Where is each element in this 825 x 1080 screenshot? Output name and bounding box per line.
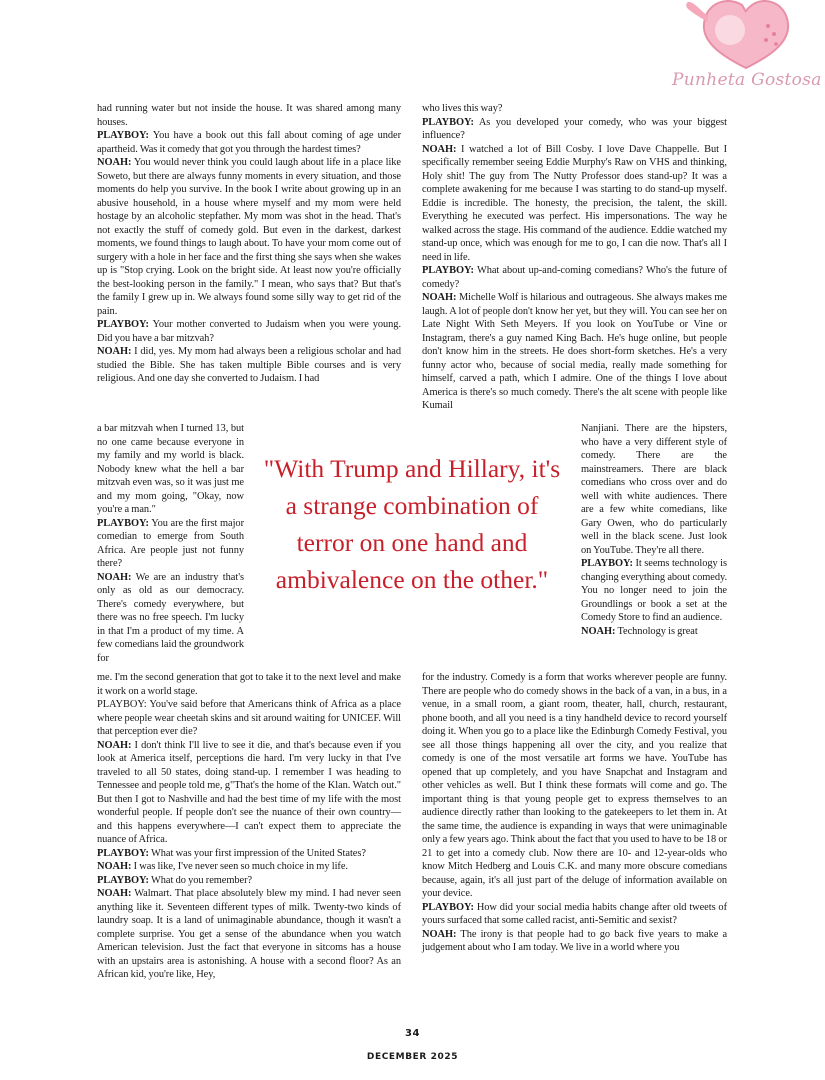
paragraph: for the industry. Comedy is a form that works wherever people are funny. There are people who do comedy shows in the back of a van, in a bus, in a venue, in a small room, a giant room, theater, hall, church, restaurant, phone booth, and all you need is a tiny handheld device to record yourself doing it. When you go to a place like the Edinburgh Comedy Festival, you see all those things happening all over the city, and you realize that comedy is one of the most versatile art forms we have. YouTube has opened that up completely, and you have Snapchat and Instagram and other vehicles as well. But I think these formats will come and go. The important thing is that young people get to express themselves to an audience directly rather than looking to the gatekeepers to let them in. At the same time, the audience is expanding in ways that were unimaginable only a few years ago. Think about the fact that you used to have to be 18 or 21 to get into a comedy club. Now there are 10- and 12-year-olds who know Mitch Hedberg and Louis C.K. and many more obscure comedians because, again, it's all just part of the deluge of information available on your device.: [422, 672, 727, 899]
paragraph: NOAH: I was like, I've never seen so much choice in my life.: [97, 861, 348, 872]
left-column-narrow: [97, 422, 244, 665]
speaker-label: NOAH:: [97, 346, 132, 357]
paragraph: PLAYBOY: How did your social media habits change after old tweets of yours surfaced that some called racist, anti-Semitic and sexist?: [422, 901, 727, 926]
paragraph: NOAH: I don't think I'll live to see it die, and that's because even if you look at America itself, perceptions die hard. I'm very lucky in that I've traveled to all 50 states, doing stand-up. I remember I was heading to Tennessee and people told me, g"That's the home of the Klan. Watch out." But then I got to Nashville and had the best time of my life with the most wonderful people. If people don't see the nuance of their own country—and this happens everywhere—I can't expect them to appreciate the nuance of Africa.: [97, 739, 402, 845]
speaker-label: NOAH:: [97, 861, 132, 872]
left-column-bottom: [97, 671, 401, 982]
issue-date: DECEMBER 2025: [366, 1052, 459, 1062]
speaker-label: PLAYBOY:: [581, 558, 633, 569]
paragraph: NOAH: I did, yes. My mom had always been a religious scholar and had studied the Bible. She has taken multiple Bible courses and is very religious. And one day she converted to Judaism. I had: [97, 346, 401, 384]
paragraph: PLAYBOY: What was your first impression of the United States?: [97, 847, 366, 859]
speaker-label: NOAH:: [97, 888, 132, 899]
paragraph: had running water but not inside the house. It was shared among many houses.: [97, 103, 401, 128]
paragraph: PLAYBOY: You have a book out this fall about coming of age under apartheid. Was it comedy that got you through the hardest times?: [97, 130, 401, 155]
right-column-top: [422, 102, 727, 413]
paragraph: PLAYBOY: What about up-and-coming comedians? Who's the future of comedy?: [422, 265, 727, 290]
paragraph: NOAH: Technology is great: [581, 625, 698, 637]
speaker-label: PLAYBOY:: [97, 130, 149, 141]
speaker-label: PLAYBOY:: [97, 874, 149, 886]
paragraph: NOAH: Walmart. That place absolutely blew my mind. I had never seen anything like it. Seventeen different types of milk. Twenty-two kinds of laundry soap. It is a land of unimaginable abundance, though it wasn't a complete surprise. You get a sense of the abundance when you watch American television. Just the fact that everyone in sitcoms has a house with an upstairs area is astonishing. A house with a second floor? As an African kid, you're like, Hey,: [97, 888, 401, 980]
paragraph: Nanjiani. There are the hipsters, who have a very different style of comedy. There are the mainstreamers. There are black comedians who cross over and do well with white audiences. There are a few white comedians, like Gary Owen, who do particularly well in the black scene. Just look on YouTube. They're all there.: [581, 423, 727, 556]
paragraph: PLAYBOY: You've said before that Americans think of Africa as a place where people wear cheetah skins and sit around waiting for UNICEF. Will that perception ever die?: [97, 699, 401, 737]
speaker-label: PLAYBOY:: [422, 901, 474, 913]
paragraph: PLAYBOY: As you developed your comedy, who was your biggest influence?: [422, 116, 727, 141]
speaker-label: NOAH:: [97, 157, 132, 168]
paragraph: PLAYBOY: You are the first major comedian to emerge from South Africa. Are people just not funny there?: [97, 517, 244, 569]
speaker-label: NOAH:: [97, 739, 132, 751]
paragraph: NOAH: We are an industry that's only as old as our democracy. There's comedy everywhere, but there was no free speech. I'm lucky in that I'm a product of my time. A few comedians laid the groundwork for: [97, 571, 245, 664]
paragraph: NOAH: The irony is that people had to go back five years to make a judgement about who I am today. We live in a world where you: [422, 928, 728, 953]
paragraph: a bar mitzvah when I turned 13, but no one came because everyone in my family and my world is black. Nobody knew what the hell a bar mitzvah even was, so it was just me and my mom going, "Okay, now you're a man.": [97, 423, 244, 515]
pull-quote: "With Trump and Hillary, it's a strange combination of terror on one hand and ambivalence on the other.": [263, 454, 561, 594]
speaker-label: PLAYBOY:: [97, 319, 149, 330]
speaker-label: PLAYBOY:: [422, 265, 474, 276]
speaker-label: PLAYBOY:: [97, 517, 149, 529]
speaker-label: PLAYBOY:: [422, 116, 474, 128]
page-number: 34: [405, 1028, 420, 1039]
watermark-text: Punheta Gostosa: [672, 70, 822, 90]
paragraph: me. I'm the second generation that got to take it to the next level and make it work on a world stage.: [97, 672, 401, 697]
paragraph: NOAH: You would never think you could laugh about life in a place like Soweto, but there are always funny moments in every situation, and those moments do help you survive. In the book I write about growing up in an abusive household, in a house where myself and my mom were held hostage by an alcoholic stepfather. My mom was shot in the head. That's not exactly the stuff of comedy gold. But even in the darkest, darkest moments, we found things to laugh about. To have your mom come out of surgery with a hole in her face and the first thing she says when she wakes up is "Stop crying. Look on the bright side. At least now you're officially the best-looking person in the family." I mean, who says that? But that's the family I grew up in. We always found some silly way to get rid of the pain.: [97, 157, 401, 317]
speaker-label: PLAYBOY:: [97, 699, 147, 710]
speaker-label: NOAH:: [97, 571, 132, 583]
right-column-narrow: [581, 422, 727, 638]
speaker-label: PLAYBOY:: [97, 847, 149, 859]
speaker-label: NOAH:: [581, 625, 616, 637]
paragraph: NOAH: I watched a lot of Bill Cosby. I love Dave Chappelle. But I specifically remember seeing Eddie Murphy's Raw on VHS and thinking, Holy shit! The guy from The Nutty Professor does stand-up? It was a complete awakening for me because I was starting to do stand-up myself. Eddie is incredible. The honesty, the precision, the talent, the skill. Everything he executed was perfect. His impersonations. The way he walked across the stage. His command of the audience. Eddie watched my stand-up once, which was enough for me to go, I can die now. That's all I need in life.: [422, 143, 727, 263]
speaker-label: NOAH:: [422, 928, 457, 940]
right-column-bottom: [422, 671, 727, 955]
speaker-label: NOAH:: [422, 143, 457, 155]
paragraph: PLAYBOY: It seems technology is changing everything about comedy. You no longer need to join the Groundlings or book a set at the Comedy Store to find an audience.: [581, 558, 728, 623]
left-column-top: [97, 102, 401, 386]
speaker-label: NOAH:: [422, 292, 457, 303]
paragraph: PLAYBOY: Your mother converted to Judaism when you were young. Did you have a bar mitzvah?: [97, 319, 401, 344]
paragraph: NOAH: Michelle Wolf is hilarious and outrageous. She always makes me laugh. A lot of people don't know her yet, but they will. You can see her on Late Night With Seth Meyers. If you look on YouTube or Vine or Instagram, there's a guy named King Bach. He's huge online, but people don't know him in the streets. He does short-form sketches. He's a very funny actor who, because of social media, really made something for himself, carved a path, which I admire. One of the things I love about America is there's so much comedy. There's the alt scene with people like Kumail: [422, 292, 727, 411]
paragraph: PLAYBOY: What do you remember?: [97, 874, 253, 886]
paragraph: who lives this way?: [422, 103, 503, 114]
